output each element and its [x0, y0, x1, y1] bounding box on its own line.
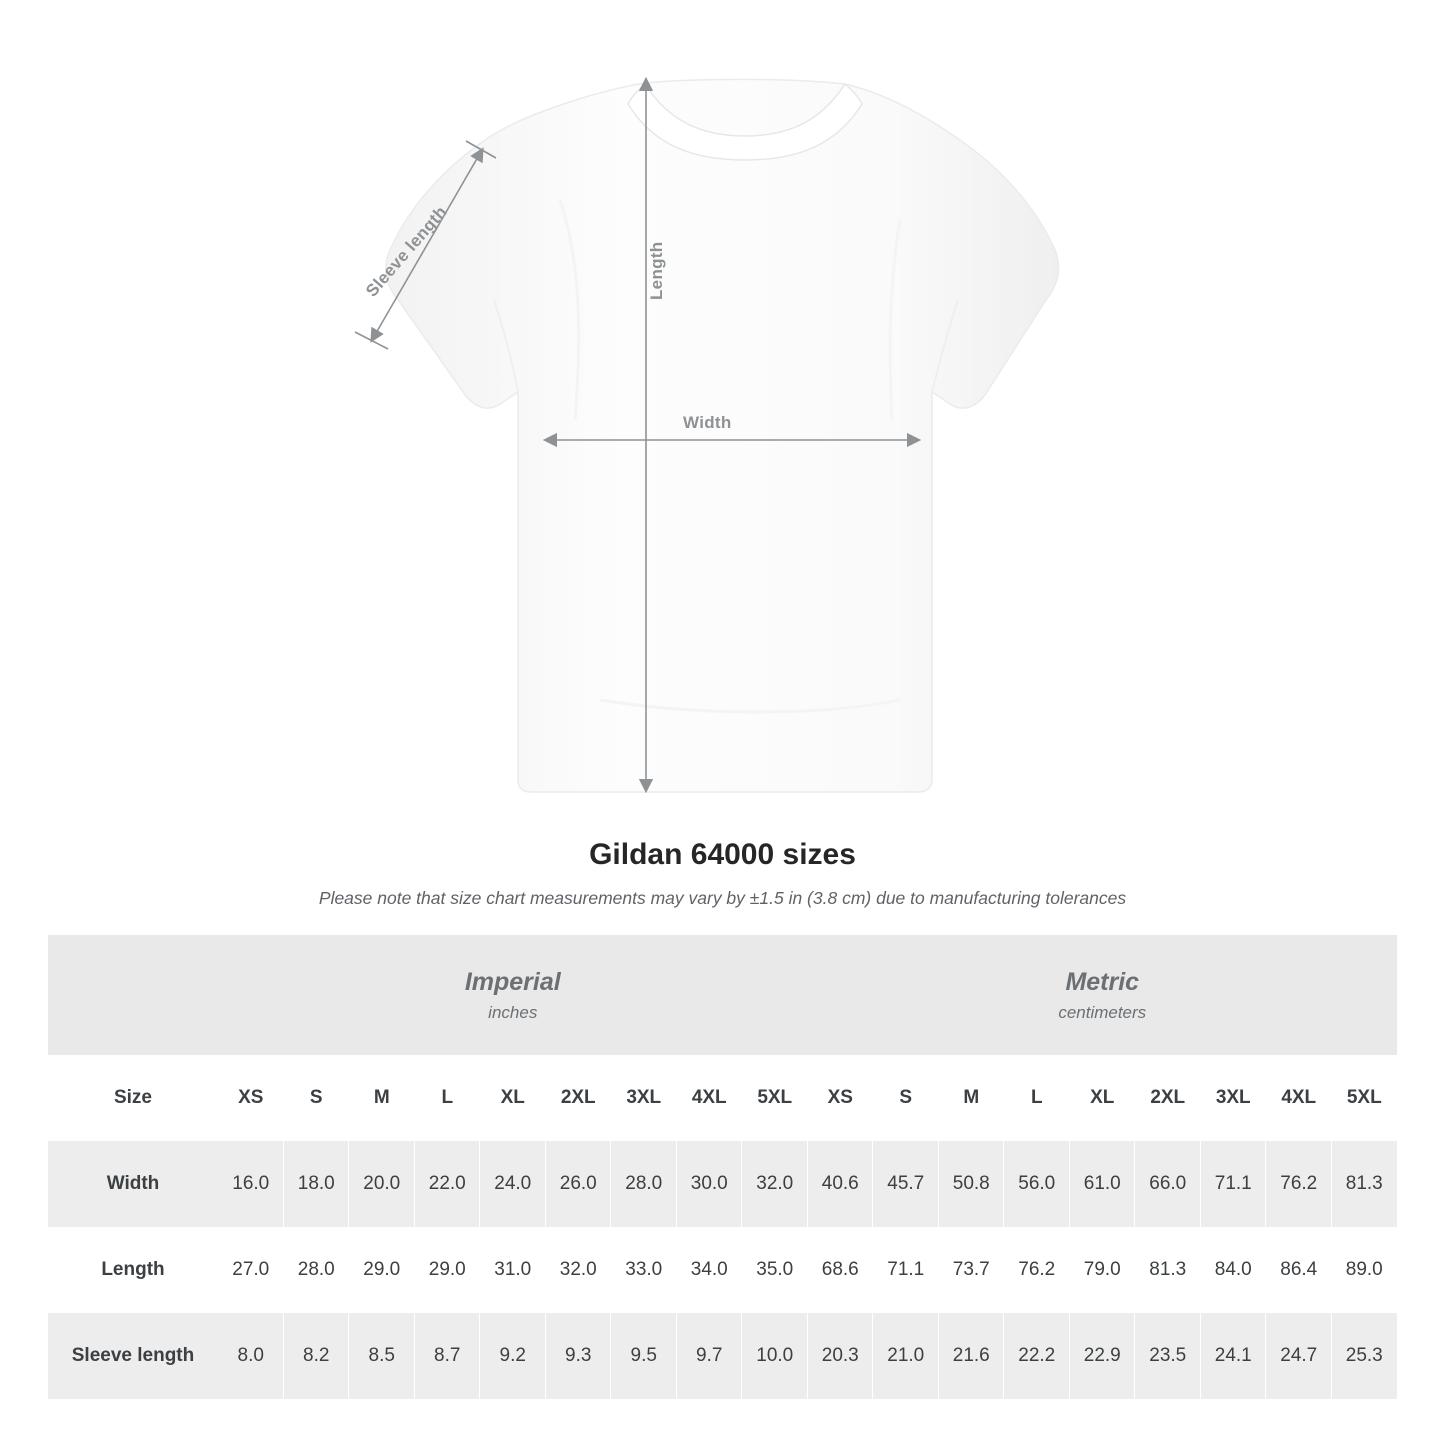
unit-header-imperial: Imperial inches — [218, 935, 808, 1055]
size-col-header: 5XL — [1332, 1055, 1398, 1141]
sleeve-length-dimension-label: Sleeve length — [362, 202, 451, 301]
unit-group-header-row — [48, 935, 1397, 1055]
size-header-row — [48, 1055, 1397, 1141]
table-cell: 8.0 — [218, 1313, 284, 1399]
table-cell: 25.3 — [1332, 1313, 1398, 1399]
table-cell: 32.0 — [546, 1227, 612, 1313]
table-cell: 76.2 — [1004, 1227, 1070, 1313]
table-cell: 9.2 — [480, 1313, 546, 1399]
table-cell: 23.5 — [1135, 1313, 1201, 1399]
table-cell: 27.0 — [218, 1227, 284, 1313]
table-cell: 86.4 — [1266, 1227, 1332, 1313]
table-cell: 56.0 — [1004, 1141, 1070, 1227]
page-title: Gildan 64000 sizes — [589, 838, 856, 871]
size-col-header: S — [284, 1055, 350, 1141]
unit-header-spacer — [48, 935, 218, 1055]
table-cell: 21.6 — [939, 1313, 1005, 1399]
tshirt-body-shape — [386, 79, 1059, 792]
table-cell: 29.0 — [415, 1227, 481, 1313]
table-cell: 35.0 — [742, 1227, 808, 1313]
table-cell: 24.0 — [480, 1141, 546, 1227]
table-cell: 73.7 — [939, 1227, 1005, 1313]
table-row — [48, 1141, 1397, 1227]
table-cell: 28.0 — [611, 1141, 677, 1227]
row-label-length: Length — [48, 1227, 218, 1313]
table-cell: 20.3 — [808, 1313, 874, 1399]
size-col-header: L — [1004, 1055, 1070, 1141]
width-dimension-label: Width — [683, 413, 732, 432]
table-cell: 28.0 — [284, 1227, 350, 1313]
table-row — [48, 1227, 1397, 1313]
size-col-header: 3XL — [611, 1055, 677, 1141]
table-cell: 18.0 — [284, 1141, 350, 1227]
unit-header-metric: Metric centimeters — [808, 935, 1398, 1055]
table-cell: 76.2 — [1266, 1141, 1332, 1227]
table-cell: 40.6 — [808, 1141, 874, 1227]
table-cell: 8.2 — [284, 1313, 350, 1399]
table-cell: 16.0 — [218, 1141, 284, 1227]
table-cell: 21.0 — [873, 1313, 939, 1399]
table-cell: 50.8 — [939, 1141, 1005, 1227]
table-cell: 9.7 — [677, 1313, 743, 1399]
size-col-header: XL — [480, 1055, 546, 1141]
table-cell: 32.0 — [742, 1141, 808, 1227]
size-chart-table — [48, 935, 1397, 1399]
table-cell: 84.0 — [1201, 1227, 1267, 1313]
table-cell: 34.0 — [677, 1227, 743, 1313]
table-cell: 68.6 — [808, 1227, 874, 1313]
table-cell: 71.1 — [873, 1227, 939, 1313]
table-cell: 22.9 — [1070, 1313, 1136, 1399]
size-col-header: 4XL — [1266, 1055, 1332, 1141]
table-cell: 20.0 — [349, 1141, 415, 1227]
table-cell: 81.3 — [1135, 1227, 1201, 1313]
row-label-sleeve-length: Sleeve length — [48, 1313, 218, 1399]
table-cell: 22.2 — [1004, 1313, 1070, 1399]
table-cell: 30.0 — [677, 1141, 743, 1227]
size-col-header: XS — [808, 1055, 874, 1141]
table-cell: 33.0 — [611, 1227, 677, 1313]
size-col-header: M — [939, 1055, 1005, 1141]
length-dimension-label: Length — [647, 241, 666, 300]
size-col-header: 4XL — [677, 1055, 743, 1141]
table-cell: 79.0 — [1070, 1227, 1136, 1313]
table-cell: 24.1 — [1201, 1313, 1267, 1399]
table-cell: 24.7 — [1266, 1313, 1332, 1399]
table-cell: 89.0 — [1332, 1227, 1398, 1313]
table-cell: 8.5 — [349, 1313, 415, 1399]
size-col-header: 2XL — [1135, 1055, 1201, 1141]
size-col-header: 3XL — [1201, 1055, 1267, 1141]
table-cell: 31.0 — [480, 1227, 546, 1313]
table-cell: 29.0 — [349, 1227, 415, 1313]
table-cell: 81.3 — [1332, 1141, 1398, 1227]
chart-title-block — [0, 838, 1445, 909]
size-col-header: XL — [1070, 1055, 1136, 1141]
table-cell: 45.7 — [873, 1141, 939, 1227]
row-label-width: Width — [48, 1141, 218, 1227]
table-cell: 26.0 — [546, 1141, 612, 1227]
table-cell: 9.3 — [546, 1313, 612, 1399]
size-col-header: 2XL — [546, 1055, 612, 1141]
table-cell: 22.0 — [415, 1141, 481, 1227]
size-col-header: XS — [218, 1055, 284, 1141]
size-header-label: Size — [48, 1055, 218, 1141]
size-col-header: L — [415, 1055, 481, 1141]
table-cell: 66.0 — [1135, 1141, 1201, 1227]
table-cell: 10.0 — [742, 1313, 808, 1399]
table-cell: 71.1 — [1201, 1141, 1267, 1227]
table-cell: 8.7 — [415, 1313, 481, 1399]
tolerance-note: Please note that size chart measurements may vary by ±1.5 in (3.8 cm) due to manufacturing tolerances — [318, 888, 1127, 908]
size-col-header: S — [873, 1055, 939, 1141]
size-col-header: 5XL — [742, 1055, 808, 1141]
table-cell: 9.5 — [611, 1313, 677, 1399]
size-chart-table-wrapper — [48, 935, 1397, 1399]
table-row — [48, 1313, 1397, 1399]
table-cell: 61.0 — [1070, 1141, 1136, 1227]
size-col-header: M — [349, 1055, 415, 1141]
